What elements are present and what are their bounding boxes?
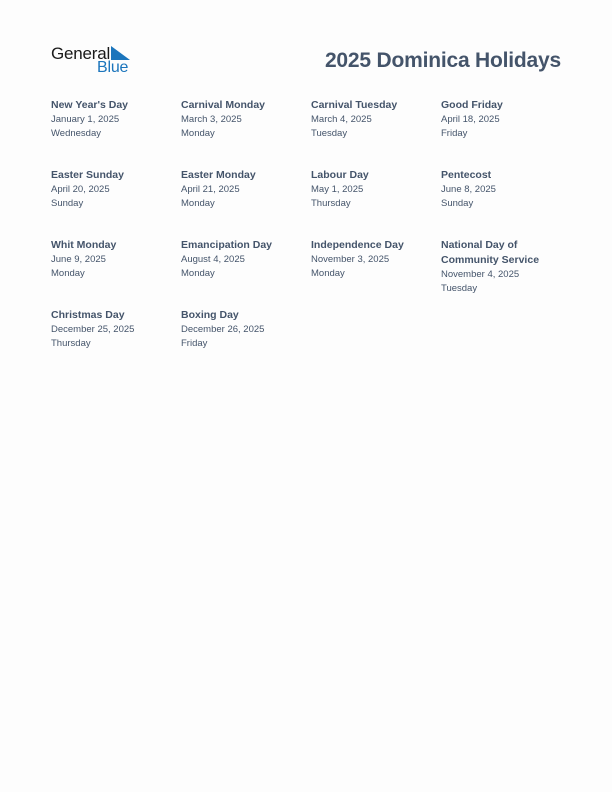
holiday-date: August 4, 2025 [181,254,245,265]
holiday-name: New Year's Day [51,99,129,111]
holiday-weekday: Tuesday [311,128,348,139]
holiday-item [181,308,309,351]
holiday-name: Easter Sunday [51,169,124,181]
holiday-weekday: Monday [311,268,345,279]
holiday-date: December 25, 2025 [51,324,135,335]
holiday-date: March 3, 2025 [181,114,242,125]
holiday-weekday: Monday [51,268,85,279]
holiday-name: Christmas Day [51,309,125,321]
generalblue-logo [51,44,141,78]
page-title: 2025 Dominica Holidays [324,49,561,72]
holiday-name: Carnival Tuesday [311,99,398,111]
holiday-name: Good Friday [441,99,503,111]
holiday-date: December 26, 2025 [181,324,265,335]
holiday-weekday: Thursday [51,338,91,349]
holiday-date: May 1, 2025 [311,184,364,195]
holiday-item [51,98,179,141]
holiday-item [181,98,309,141]
holiday-item [181,168,309,211]
logo-general-text: General [51,44,111,63]
holiday-name: Whit Monday [51,239,117,251]
holiday-weekday: Monday [181,128,215,139]
holiday-weekday: Sunday [441,198,474,209]
holiday-weekday: Monday [181,198,215,209]
holiday-weekday: Wednesday [51,128,101,139]
holiday-item [311,168,439,211]
holiday-item [441,238,556,296]
logo-blue-text: Blue [97,59,129,76]
holiday-item [311,98,439,141]
holiday-date: November 3, 2025 [311,254,390,265]
holiday-item [441,168,569,211]
holiday-name: Independence Day [311,239,404,251]
holiday-name: Boxing Day [181,309,239,321]
holiday-item [51,308,179,351]
holiday-name: Carnival Monday [181,99,266,111]
holiday-date: June 8, 2025 [441,184,496,195]
holiday-name: Emancipation Day [181,239,273,251]
holiday-name: Pentecost [441,169,492,181]
holiday-name: Easter Monday [181,169,256,181]
holiday-item [441,98,569,141]
holiday-weekday: Friday [181,338,208,349]
logo-triangle-icon [111,46,131,60]
holiday-weekday: Friday [441,128,468,139]
holiday-weekday: Thursday [311,198,351,209]
holiday-date: November 4, 2025 [441,269,520,280]
holiday-date: March 4, 2025 [311,114,372,125]
holiday-weekday: Monday [181,268,215,279]
holiday-date: April 18, 2025 [441,114,500,125]
holiday-date: April 20, 2025 [51,184,110,195]
holiday-date: June 9, 2025 [51,254,106,265]
holiday-name: National Day of Community Service [441,239,540,266]
holiday-item [311,238,439,281]
holiday-date: April 21, 2025 [181,184,240,195]
holiday-item [51,238,179,281]
holiday-weekday: Tuesday [441,283,478,294]
holiday-date: January 1, 2025 [51,114,120,125]
holiday-weekday: Sunday [51,198,84,209]
holiday-item [51,168,179,211]
holiday-name: Labour Day [311,169,369,181]
holiday-item [181,238,309,281]
